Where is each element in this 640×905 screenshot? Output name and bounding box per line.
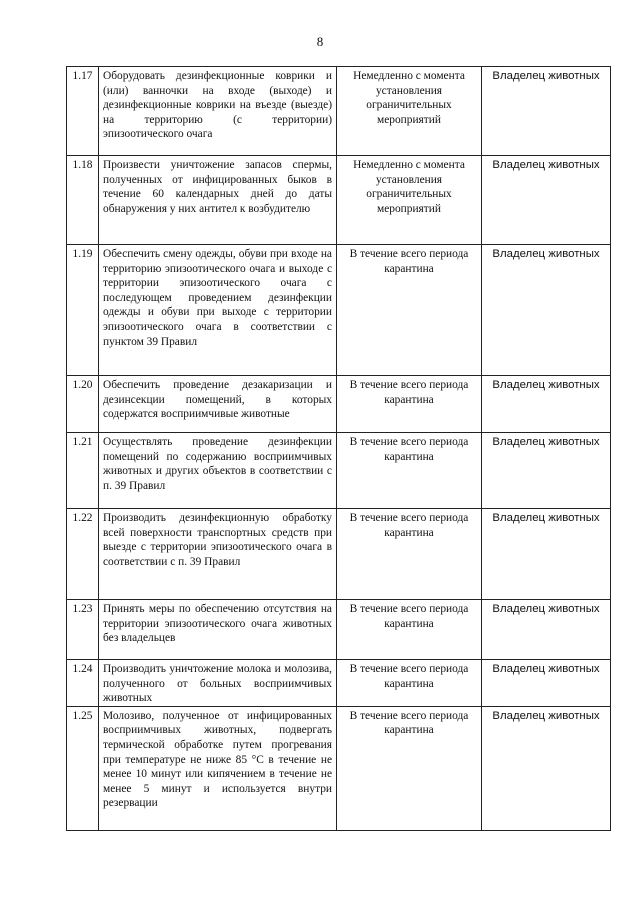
row-number: 1.23 <box>67 600 99 660</box>
table-row <box>67 376 611 433</box>
row-term: Немедленно с момента установления ограничительных мероприятий <box>337 156 482 245</box>
row-responsible: Владелец животных <box>482 433 611 509</box>
row-number: 1.21 <box>67 433 99 509</box>
row-term: В течение всего периода карантина <box>337 376 482 433</box>
row-term: В течение всего периода карантина <box>337 600 482 660</box>
row-term: В течение всего периода карантина <box>337 245 482 376</box>
row-action: Производить уничтожение молока и молозива, полученного от больных восприимчивых животных <box>99 660 337 707</box>
table-row <box>67 433 611 509</box>
row-responsible: Владелец животных <box>482 600 611 660</box>
row-action: Осуществлять проведение дезинфекции помещений по содержанию восприимчивых животных и других объектов в соответствии с п. 39 Правил <box>99 433 337 509</box>
table-row <box>67 67 611 156</box>
row-action: Принять меры по обеспечению отсутствия на территории эпизоотического очага животных без владельцев <box>99 600 337 660</box>
row-number: 1.17 <box>67 67 99 156</box>
row-action: Обеспечить смену одежды, обуви при входе на территорию эпизоотического очага и выходе с территории эпизоотического очага с последующем проведением дезинфекции одежды и обуви при выходе с территории эпизоотического очага в соответствии с пунктом 39 Правил <box>99 245 337 376</box>
row-number: 1.22 <box>67 509 99 600</box>
row-action: Молозиво, полученное от инфицированных восприимчивых животных, подвергать термической обработке путем прогревания при температуре не ниже 85 °С в течение не менее 10 минут или кипячением в течение не менее 5 минут и используется внутри резервации <box>99 706 337 830</box>
row-number: 1.20 <box>67 376 99 433</box>
row-term: Немедленно с момента установления ограничительных мероприятий <box>337 67 482 156</box>
table-row <box>67 245 611 376</box>
table-row <box>67 706 611 830</box>
table-row <box>67 660 611 707</box>
row-term: В течение всего периода карантина <box>337 660 482 707</box>
row-responsible: Владелец животных <box>482 67 611 156</box>
row-responsible: Владелец животных <box>482 156 611 245</box>
row-responsible: Владелец животных <box>482 509 611 600</box>
table-row <box>67 156 611 245</box>
row-number: 1.24 <box>67 660 99 707</box>
row-responsible: Владелец животных <box>482 376 611 433</box>
row-term: В течение всего периода карантина <box>337 433 482 509</box>
row-action: Произвести уничтожение запасов спермы, полученных от инфицированных быков в течение 60 календарных дней до даты обнаружения у них антител к возбудителю <box>99 156 337 245</box>
row-responsible: Владелец животных <box>482 245 611 376</box>
row-term: В течение всего периода карантина <box>337 509 482 600</box>
measures-table <box>66 66 611 831</box>
row-responsible: Владелец животных <box>482 706 611 830</box>
table-row <box>67 509 611 600</box>
row-action: Оборудовать дезинфекционные коврики и (или) ванночки на входе (выходе) и дезинфекционные коврики на въезде (выезде) на территорию (с территории) эпизоотического очага <box>99 67 337 156</box>
row-number: 1.18 <box>67 156 99 245</box>
row-number: 1.19 <box>67 245 99 376</box>
row-term: В течение всего периода карантина <box>337 706 482 830</box>
page-number: 8 <box>316 34 324 49</box>
row-action: Производить дезинфекционную обработку всей поверхности транспортных средств при выезде с территории эпизоотического очага в соответствии с п. 39 Правил <box>99 509 337 600</box>
row-number: 1.25 <box>67 706 99 830</box>
row-responsible: Владелец животных <box>482 660 611 707</box>
table-row <box>67 600 611 660</box>
row-action: Обеспечить проведение дезакаризации и дезинсекции помещений, в которых содержатся восприимчивые животные <box>99 376 337 433</box>
